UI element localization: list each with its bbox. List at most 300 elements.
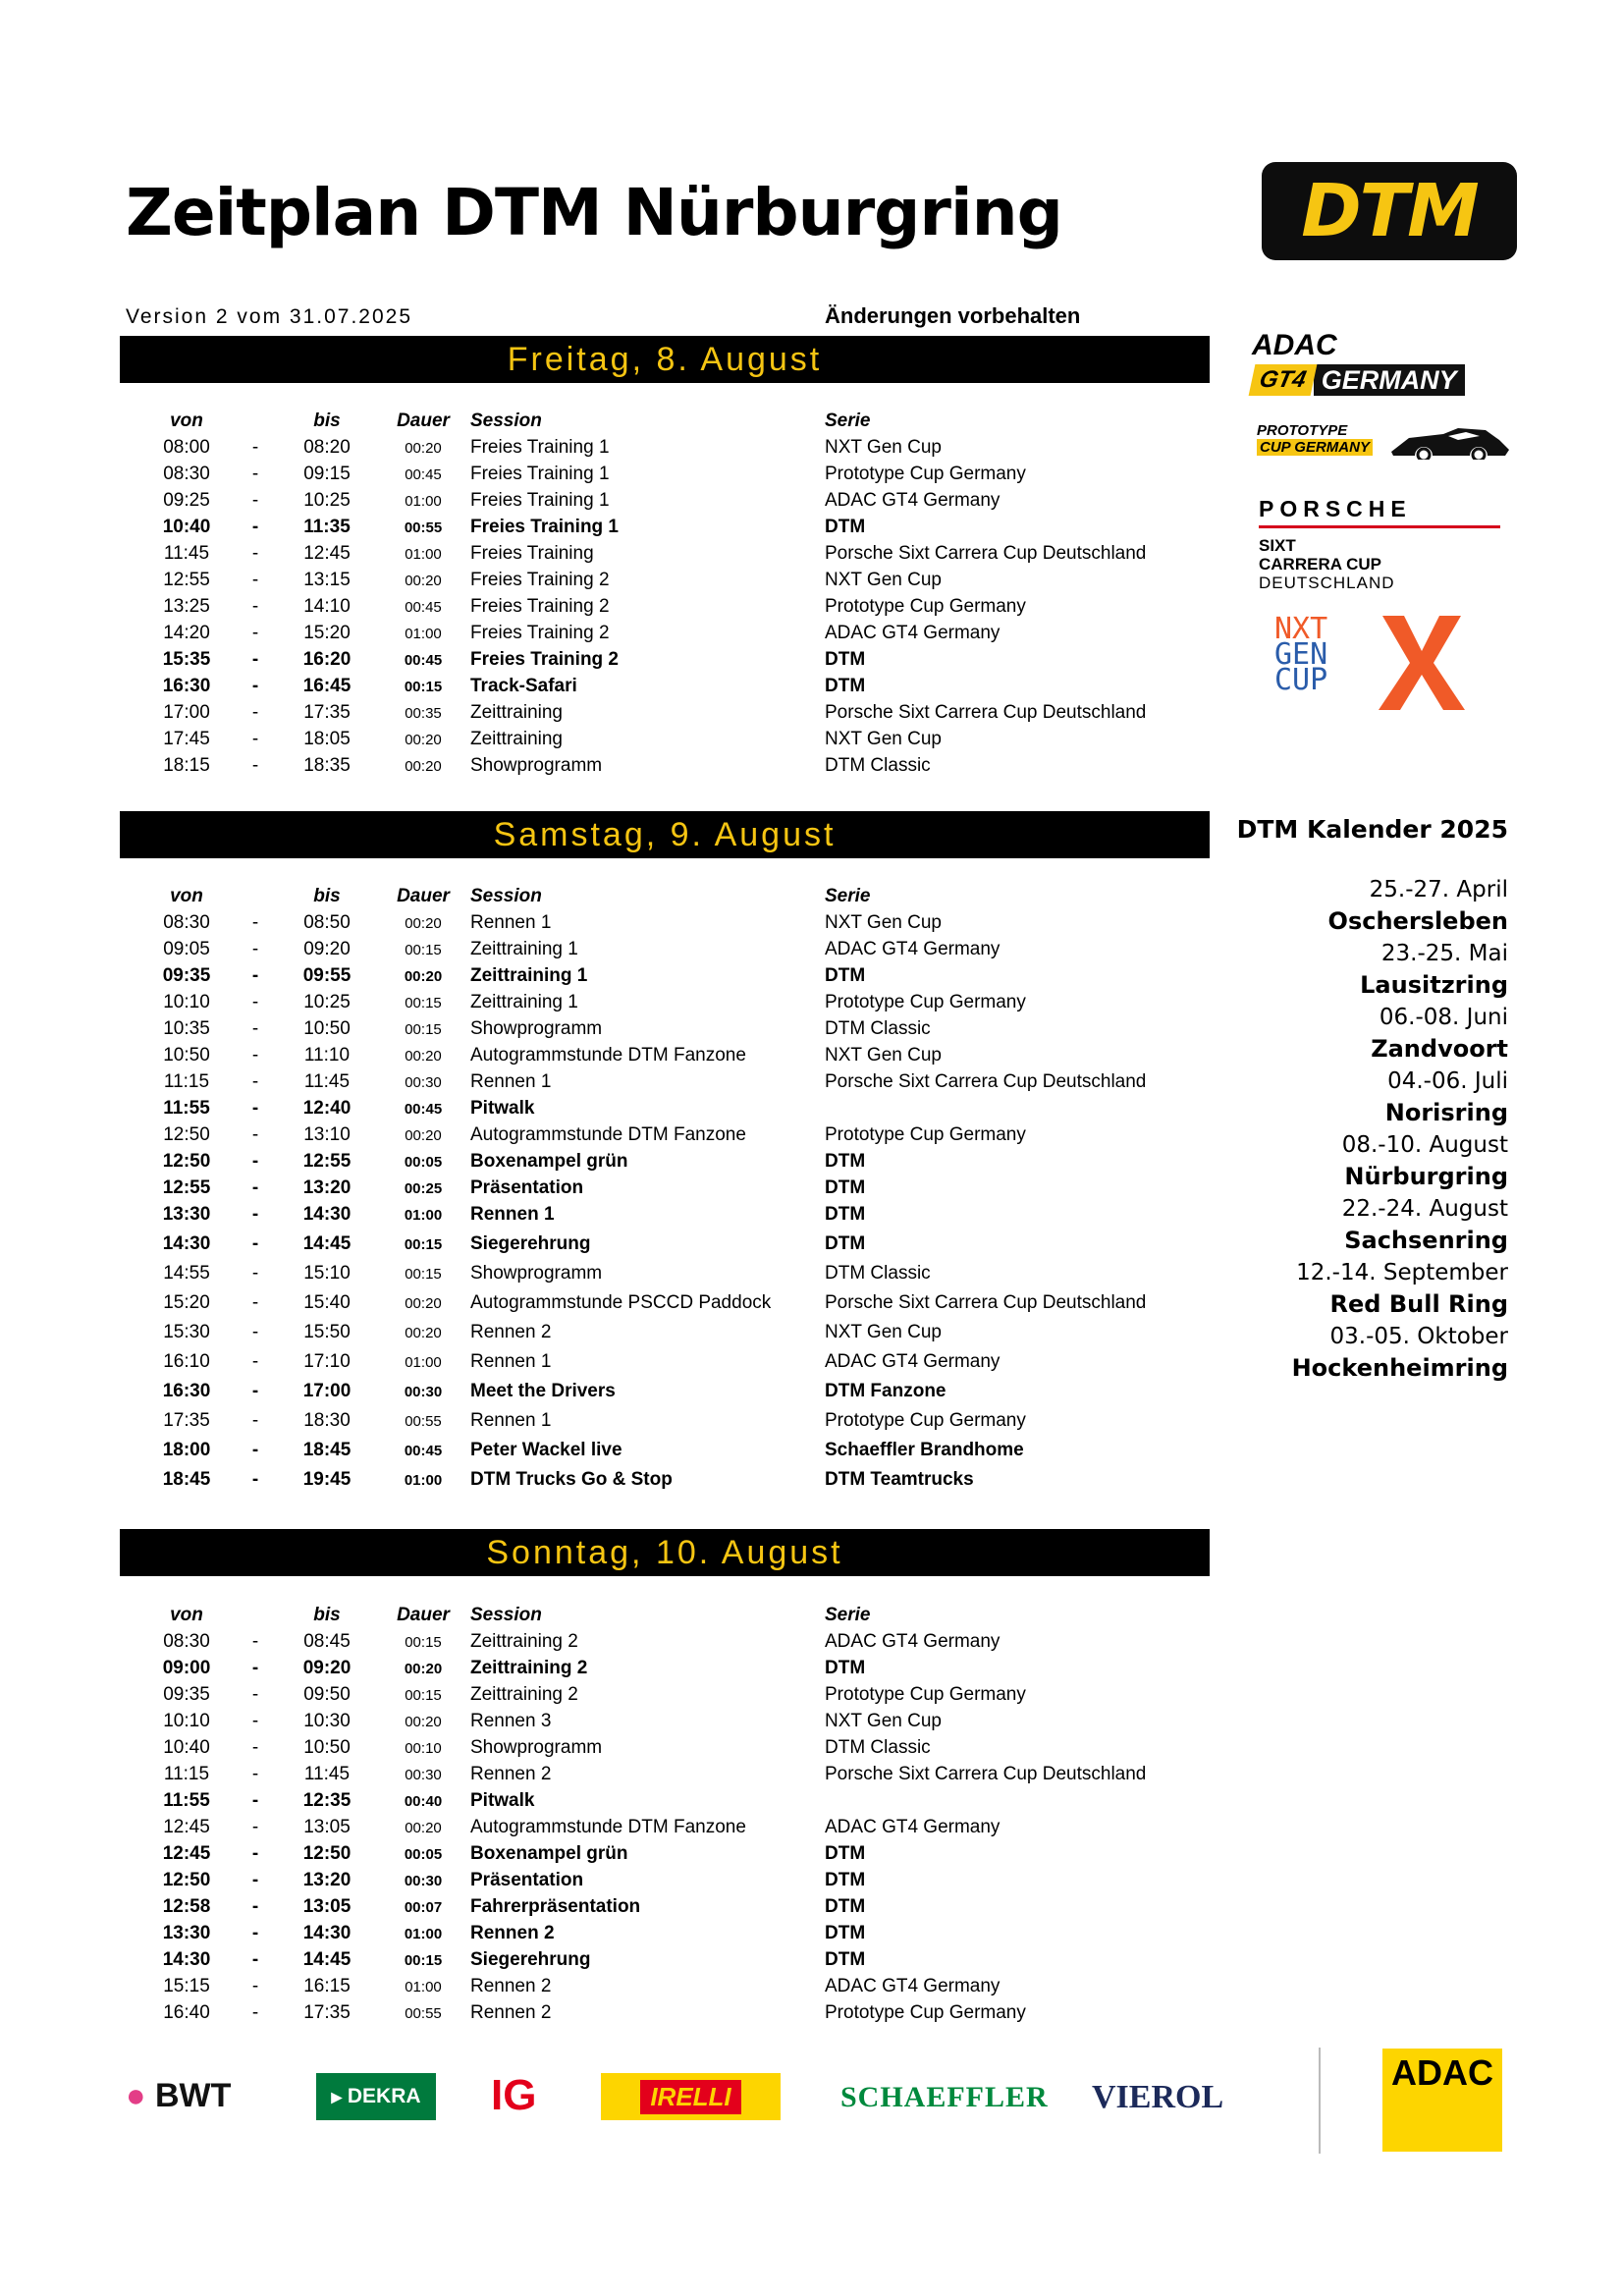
cell-bis: 12:40 bbox=[302, 1098, 352, 1119]
cell-bis: 10:25 bbox=[303, 490, 351, 511]
cell-serie: NXT Gen Cup bbox=[825, 1711, 942, 1731]
schedule-row bbox=[120, 620, 1210, 646]
cell-von: 11:15 bbox=[163, 1764, 210, 1784]
cell-dauer: 01:00 bbox=[405, 546, 442, 563]
cell-dash: - bbox=[251, 517, 259, 537]
column-header-von: von bbox=[170, 886, 203, 906]
cell-serie: DTM bbox=[825, 1658, 866, 1678]
calendar-venue: Hockenheimring bbox=[1291, 1354, 1508, 1382]
calendar-title: DTM Kalender 2025 bbox=[1236, 815, 1508, 844]
cell-serie: Prototype Cup Germany bbox=[825, 1684, 1026, 1705]
cell-session: Showprogramm bbox=[470, 1263, 603, 1284]
cell-dash: - bbox=[251, 1870, 259, 1890]
schedule-row bbox=[120, 593, 1210, 620]
cell-session: Showprogramm bbox=[470, 1018, 603, 1039]
schedule-row bbox=[120, 1042, 1210, 1068]
cell-session: Rennen 1 bbox=[470, 1204, 555, 1225]
schedule-row bbox=[120, 1378, 1210, 1407]
calendar-dates: 08.-10. August bbox=[1341, 1132, 1508, 1158]
cell-dauer: 00:20 bbox=[405, 1325, 442, 1341]
schedule-row bbox=[120, 1681, 1210, 1708]
cell-dash: - bbox=[251, 992, 259, 1012]
cell-von: 16:30 bbox=[162, 1381, 211, 1401]
cell-von: 14:55 bbox=[163, 1263, 210, 1284]
calendar-venue: Zandvoort bbox=[1371, 1035, 1508, 1063]
porsche-carrera-cup-logo: PORSCHE SIXT CARRERA CUP DEUTSCHLAND bbox=[1259, 496, 1504, 592]
calendar-event bbox=[1217, 1002, 1508, 1066]
cell-session: Rennen 2 bbox=[470, 2002, 552, 2023]
schedule-row bbox=[120, 540, 1210, 567]
cell-von: 17:00 bbox=[163, 702, 210, 723]
cell-dauer: 00:10 bbox=[405, 1740, 442, 1757]
cell-dauer: 00:20 bbox=[405, 732, 442, 748]
cell-bis: 13:05 bbox=[302, 1896, 352, 1917]
cell-von: 12:55 bbox=[162, 1177, 211, 1198]
cell-dauer: 00:45 bbox=[405, 466, 442, 483]
cell-von: 15:15 bbox=[163, 1976, 210, 1996]
cell-serie: Prototype Cup Germany bbox=[825, 464, 1026, 484]
cell-bis: 14:30 bbox=[302, 1923, 352, 1943]
calendar-venue: Oschersleben bbox=[1327, 907, 1508, 935]
cell-dash: - bbox=[251, 1684, 259, 1705]
calendar-dates: 22.-24. August bbox=[1341, 1196, 1508, 1222]
cell-dash: - bbox=[251, 623, 259, 643]
cell-von: 10:40 bbox=[162, 517, 211, 537]
cell-bis: 14:10 bbox=[303, 596, 351, 617]
cell-bis: 13:20 bbox=[302, 1177, 352, 1198]
cell-von: 10:10 bbox=[163, 1711, 210, 1731]
schedule-row bbox=[120, 1840, 1210, 1867]
schedule-row bbox=[120, 434, 1210, 461]
schedule-row bbox=[120, 514, 1210, 540]
cell-session: Boxenampel grün bbox=[470, 1151, 628, 1172]
cell-dauer: 00:20 bbox=[405, 1048, 442, 1065]
column-header-session: Session bbox=[470, 410, 542, 431]
cell-session: Siegerehrung bbox=[470, 1949, 591, 1970]
cell-von: 09:35 bbox=[162, 965, 211, 986]
cell-serie: DTM bbox=[825, 676, 866, 696]
cell-von: 14:20 bbox=[163, 623, 210, 643]
day-header-friday: Freitag, 8. August bbox=[120, 336, 1210, 383]
cell-session: Zeittraining bbox=[470, 702, 563, 723]
schedule-row bbox=[120, 1407, 1210, 1437]
cell-von: 12:58 bbox=[162, 1896, 211, 1917]
cell-bis: 19:45 bbox=[302, 1469, 352, 1490]
cell-serie: DTM bbox=[825, 1233, 866, 1254]
cell-dauer: 00:30 bbox=[404, 1384, 443, 1400]
cell-bis: 10:25 bbox=[303, 992, 351, 1012]
cell-bis: 15:10 bbox=[303, 1263, 351, 1284]
cell-session: Freies Training 1 bbox=[470, 464, 610, 484]
cell-dash: - bbox=[251, 1949, 259, 1970]
schaeffler-logo: SCHAEFFLER bbox=[840, 2081, 1049, 2113]
schedule-row bbox=[120, 1893, 1210, 1920]
cell-bis: 18:05 bbox=[303, 729, 351, 749]
cell-bis: 16:15 bbox=[303, 1976, 351, 1996]
cell-bis: 08:20 bbox=[303, 437, 351, 458]
cell-serie: DTM bbox=[825, 1177, 866, 1198]
cell-von: 18:00 bbox=[162, 1440, 211, 1460]
cell-dash: - bbox=[251, 1737, 259, 1758]
cell-session: Boxenampel grün bbox=[470, 1843, 628, 1864]
column-header-von: von bbox=[170, 1605, 203, 1625]
cell-dauer: 00:55 bbox=[405, 2005, 442, 2022]
bwt-logo: ● BWT bbox=[126, 2077, 232, 2114]
cell-dash: - bbox=[251, 1764, 259, 1784]
adac-gt4-germany-logo: ADAC GT4 GERMANY bbox=[1252, 329, 1507, 396]
cell-dash: - bbox=[251, 1351, 259, 1372]
cell-dauer: 00:20 bbox=[404, 1661, 443, 1677]
cell-session: Freies Training bbox=[470, 543, 594, 564]
adac-logo: ADAC bbox=[1382, 2049, 1502, 2152]
cell-dauer: 01:00 bbox=[404, 1926, 443, 1942]
cell-bis: 14:45 bbox=[302, 1233, 352, 1254]
cell-session: Autogrammstunde PSCCD Paddock bbox=[470, 1292, 772, 1313]
schedule-row bbox=[120, 1708, 1210, 1734]
cell-dash: - bbox=[251, 1843, 259, 1864]
cell-serie: DTM bbox=[825, 517, 866, 537]
changes-note: Änderungen vorbehalten bbox=[825, 303, 1081, 328]
calendar-venue: Lausitzring bbox=[1360, 971, 1508, 999]
cell-dauer: 00:25 bbox=[404, 1180, 443, 1197]
column-header-dauer: Dauer bbox=[397, 886, 450, 906]
cell-dash: - bbox=[251, 729, 259, 749]
cell-session: Autogrammstunde DTM Fanzone bbox=[470, 1124, 746, 1145]
cell-von: 11:45 bbox=[163, 543, 210, 564]
cell-dauer: 00:15 bbox=[405, 942, 442, 958]
cell-bis: 09:20 bbox=[302, 1658, 352, 1678]
cell-serie: DTM bbox=[825, 649, 866, 670]
cell-dauer: 01:00 bbox=[405, 626, 442, 642]
schedule-row bbox=[120, 752, 1210, 779]
nxt-gen-cup-logo: NXT GEN CUP bbox=[1274, 612, 1328, 697]
cell-dash: - bbox=[251, 1045, 259, 1066]
cell-session: Freies Training 2 bbox=[470, 649, 619, 670]
cell-von: 12:55 bbox=[163, 570, 210, 590]
cell-dash: - bbox=[251, 1976, 259, 1996]
cell-von: 12:45 bbox=[163, 1817, 210, 1837]
cell-dauer: 00:20 bbox=[405, 915, 442, 932]
cell-session: Freies Training 2 bbox=[470, 623, 610, 643]
schedule-row bbox=[120, 1260, 1210, 1289]
race-car-icon bbox=[1389, 424, 1512, 460]
cell-von: 11:55 bbox=[163, 1098, 210, 1119]
cell-bis: 17:35 bbox=[303, 2002, 351, 2023]
calendar-venue: Red Bull Ring bbox=[1329, 1290, 1508, 1318]
cell-session: Zeittraining 2 bbox=[470, 1631, 578, 1652]
cell-dash: - bbox=[251, 649, 259, 670]
cell-serie: DTM bbox=[825, 1151, 866, 1172]
schedule-row bbox=[120, 1946, 1210, 1973]
cell-dauer: 01:00 bbox=[405, 493, 442, 510]
cell-dash: - bbox=[251, 1711, 259, 1731]
cell-bis: 12:50 bbox=[302, 1843, 352, 1864]
cell-session: Rennen 3 bbox=[470, 1711, 552, 1731]
cell-serie: NXT Gen Cup bbox=[825, 729, 942, 749]
cell-serie: Porsche Sixt Carrera Cup Deutschland bbox=[825, 1292, 1147, 1313]
column-header-serie: Serie bbox=[825, 1605, 871, 1625]
page-title: Zeitplan DTM Nürburgring bbox=[126, 175, 1062, 250]
schedule-row bbox=[120, 1121, 1210, 1148]
cell-von: 13:25 bbox=[163, 596, 210, 617]
calendar-dates: 04.-06. Juli bbox=[1387, 1068, 1508, 1094]
cell-dash: - bbox=[251, 543, 259, 564]
cell-session: Rennen 1 bbox=[470, 1351, 552, 1372]
cell-session: Peter Wackel live bbox=[470, 1440, 622, 1460]
cell-bis: 08:50 bbox=[303, 912, 351, 933]
schedule-row bbox=[120, 1319, 1210, 1348]
cell-session: Rennen 2 bbox=[470, 1976, 552, 1996]
cell-serie: DTM Fanzone bbox=[825, 1381, 947, 1401]
cell-dash: - bbox=[251, 1923, 259, 1943]
cell-serie: ADAC GT4 Germany bbox=[825, 490, 1001, 511]
cell-von: 11:55 bbox=[163, 1790, 210, 1811]
schedule-row bbox=[120, 1348, 1210, 1378]
calendar-venue: Norisring bbox=[1384, 1099, 1508, 1126]
cell-dash: - bbox=[251, 1204, 259, 1225]
cell-von: 12:50 bbox=[163, 1124, 210, 1145]
column-header-bis: bis bbox=[313, 410, 341, 431]
cell-dauer: 00:45 bbox=[404, 652, 443, 669]
schedule-row bbox=[120, 1734, 1210, 1761]
cell-session: Freies Training 2 bbox=[470, 596, 610, 617]
cell-von: 12:45 bbox=[162, 1843, 211, 1864]
schedule-row bbox=[120, 1655, 1210, 1681]
calendar-event bbox=[1217, 1321, 1508, 1385]
schedule-row bbox=[120, 1148, 1210, 1175]
cell-serie: NXT Gen Cup bbox=[825, 1322, 942, 1342]
schedule-row bbox=[120, 1095, 1210, 1121]
cell-bis: 12:55 bbox=[302, 1151, 352, 1172]
cell-session: Zeittraining bbox=[470, 729, 563, 749]
cell-bis: 12:45 bbox=[303, 543, 351, 564]
cell-dauer: 00:55 bbox=[404, 519, 443, 536]
cell-dash: - bbox=[251, 1440, 259, 1460]
cell-session: Freies Training 2 bbox=[470, 570, 610, 590]
calendar-event bbox=[1217, 1193, 1508, 1257]
cell-serie: DTM Teamtrucks bbox=[825, 1469, 974, 1490]
schedule-row bbox=[120, 1230, 1210, 1260]
cell-von: 10:50 bbox=[163, 1045, 210, 1066]
cell-session: Rennen 1 bbox=[470, 1410, 552, 1431]
cell-session: Pitwalk bbox=[470, 1790, 535, 1811]
cell-dauer: 00:07 bbox=[404, 1899, 443, 1916]
cell-dash: - bbox=[251, 1790, 259, 1811]
cell-dash: - bbox=[251, 1018, 259, 1039]
cell-serie: Porsche Sixt Carrera Cup Deutschland bbox=[825, 1764, 1147, 1784]
cell-serie: DTM Classic bbox=[825, 1737, 931, 1758]
cell-bis: 13:05 bbox=[303, 1817, 351, 1837]
cell-session: Autogrammstunde DTM Fanzone bbox=[470, 1817, 746, 1837]
cell-dauer: 00:40 bbox=[404, 1793, 443, 1810]
cell-serie: Porsche Sixt Carrera Cup Deutschland bbox=[825, 1071, 1147, 1092]
cell-von: 16:40 bbox=[163, 2002, 210, 2023]
schedule-row bbox=[120, 1761, 1210, 1787]
cell-dash: - bbox=[251, 437, 259, 458]
cell-von: 16:10 bbox=[163, 1351, 210, 1372]
cell-von: 08:30 bbox=[163, 912, 210, 933]
cell-serie: ADAC GT4 Germany bbox=[825, 1976, 1001, 1996]
version-note: Version 2 vom 31.07.2025 bbox=[126, 305, 413, 328]
cell-von: 09:35 bbox=[163, 1684, 210, 1705]
cell-bis: 15:20 bbox=[303, 623, 351, 643]
cell-dauer: 01:00 bbox=[405, 1354, 442, 1371]
cell-dash: - bbox=[251, 1896, 259, 1917]
cell-bis: 08:45 bbox=[303, 1631, 351, 1652]
cell-bis: 17:00 bbox=[302, 1381, 352, 1401]
cell-serie: DTM Classic bbox=[825, 755, 931, 776]
cell-serie: DTM bbox=[825, 1204, 866, 1225]
cell-serie: DTM bbox=[825, 965, 866, 986]
cell-serie: ADAC GT4 Germany bbox=[825, 939, 1001, 959]
column-header-serie: Serie bbox=[825, 410, 871, 431]
cell-serie: DTM bbox=[825, 1896, 866, 1917]
cell-bis: 15:40 bbox=[303, 1292, 351, 1313]
schedule-row bbox=[120, 699, 1210, 726]
schedule-row bbox=[120, 1999, 1210, 2026]
cell-bis: 11:35 bbox=[303, 517, 351, 537]
cell-serie: NXT Gen Cup bbox=[825, 1045, 942, 1066]
dtm-logo: DTM bbox=[1262, 162, 1517, 260]
cell-dauer: 00:20 bbox=[405, 758, 442, 775]
column-header-dauer: Dauer bbox=[397, 1605, 450, 1625]
calendar-dates: 12.-14. September bbox=[1296, 1260, 1508, 1285]
cell-serie: Prototype Cup Germany bbox=[825, 596, 1026, 617]
cell-bis: 11:45 bbox=[303, 1764, 351, 1784]
cell-von: 17:35 bbox=[163, 1410, 210, 1431]
cell-bis: 18:35 bbox=[303, 755, 351, 776]
column-header-dauer: Dauer bbox=[397, 410, 450, 431]
calendar-event bbox=[1217, 1066, 1508, 1129]
cell-dauer: 00:20 bbox=[405, 1714, 442, 1730]
column-header-serie: Serie bbox=[825, 886, 871, 906]
cell-session: Zeittraining 1 bbox=[470, 939, 578, 959]
cell-dauer: 00:20 bbox=[405, 573, 442, 589]
cell-session: Zeittraining 2 bbox=[470, 1658, 588, 1678]
calendar-dates: 25.-27. April bbox=[1369, 877, 1508, 902]
schedule-row bbox=[120, 1068, 1210, 1095]
schedule-row bbox=[120, 1015, 1210, 1042]
schedule-row bbox=[120, 1201, 1210, 1230]
cell-dash: - bbox=[251, 490, 259, 511]
schedule-friday bbox=[120, 408, 1210, 779]
calendar-dates: 03.-05. Oktober bbox=[1329, 1324, 1508, 1349]
cell-serie: DTM Classic bbox=[825, 1018, 931, 1039]
schedule-row bbox=[120, 1175, 1210, 1201]
cell-dauer: 00:20 bbox=[405, 440, 442, 457]
cell-dauer: 00:45 bbox=[404, 1443, 443, 1459]
cell-bis: 16:45 bbox=[302, 676, 352, 696]
cell-von: 09:05 bbox=[163, 939, 210, 959]
cell-dauer: 00:45 bbox=[404, 1101, 443, 1118]
cell-serie: ADAC GT4 Germany bbox=[825, 623, 1001, 643]
cell-von: 15:20 bbox=[163, 1292, 210, 1313]
calendar-dates: 06.-08. Juni bbox=[1379, 1005, 1508, 1030]
cell-bis: 09:15 bbox=[303, 464, 351, 484]
cell-bis: 14:30 bbox=[302, 1204, 352, 1225]
cell-dash: - bbox=[251, 1381, 259, 1401]
schedule-row bbox=[120, 1466, 1210, 1496]
cell-dauer: 00:15 bbox=[405, 1687, 442, 1704]
divider bbox=[1319, 2048, 1321, 2154]
calendar-event bbox=[1217, 1257, 1508, 1321]
cell-dauer: 00:45 bbox=[405, 599, 442, 616]
cell-session: Rennen 2 bbox=[470, 1322, 552, 1342]
schedule-row bbox=[120, 1787, 1210, 1814]
pirelli-logo: IRELLI bbox=[601, 2073, 781, 2120]
column-header-row bbox=[120, 408, 1210, 434]
day-header-sunday: Sonntag, 10. August bbox=[120, 1529, 1210, 1576]
cell-dash: - bbox=[251, 1410, 259, 1431]
cell-bis: 13:10 bbox=[303, 1124, 351, 1145]
x-mark-icon bbox=[1375, 614, 1468, 712]
schedule-row bbox=[120, 1628, 1210, 1655]
cell-dash: - bbox=[251, 2002, 259, 2023]
cell-von: 15:30 bbox=[163, 1322, 210, 1342]
cell-serie: DTM bbox=[825, 1923, 866, 1943]
column-header-von: von bbox=[170, 410, 203, 431]
cell-von: 17:45 bbox=[163, 729, 210, 749]
cell-dash: - bbox=[251, 912, 259, 933]
cell-serie: DTM Classic bbox=[825, 1263, 931, 1284]
cell-dauer: 00:35 bbox=[405, 705, 442, 722]
cell-dauer: 00:15 bbox=[405, 1021, 442, 1038]
cell-dauer: 00:15 bbox=[405, 995, 442, 1011]
calendar-event bbox=[1217, 1129, 1508, 1193]
cell-dash: - bbox=[251, 1098, 259, 1119]
cell-bis: 09:55 bbox=[302, 965, 352, 986]
cell-bis: 10:50 bbox=[303, 1018, 351, 1039]
calendar-event bbox=[1217, 874, 1508, 938]
column-header-bis: bis bbox=[313, 886, 341, 906]
cell-von: 15:35 bbox=[162, 649, 211, 670]
cell-dash: - bbox=[251, 702, 259, 723]
cell-session: Showprogramm bbox=[470, 755, 603, 776]
cell-session: DTM Trucks Go & Stop bbox=[470, 1469, 673, 1490]
cell-von: 16:30 bbox=[162, 676, 211, 696]
cell-dauer: 01:00 bbox=[404, 1472, 443, 1489]
column-header-row bbox=[120, 883, 1210, 909]
dekra-logo: ▸ DEKRA bbox=[316, 2073, 436, 2120]
schedule-row bbox=[120, 936, 1210, 962]
cell-bis: 18:45 bbox=[302, 1440, 352, 1460]
cell-dash: - bbox=[251, 596, 259, 617]
cell-session: Autogrammstunde DTM Fanzone bbox=[470, 1045, 746, 1066]
column-header-session: Session bbox=[470, 886, 542, 906]
cell-dauer: 00:15 bbox=[404, 679, 443, 695]
cell-session: Freies Training 1 bbox=[470, 490, 610, 511]
cell-dash: - bbox=[251, 1292, 259, 1313]
cell-von: 08:30 bbox=[163, 464, 210, 484]
cell-dash: - bbox=[251, 1071, 259, 1092]
cell-session: Zeittraining 1 bbox=[470, 992, 578, 1012]
cell-session: Präsentation bbox=[470, 1177, 584, 1198]
column-header-bis: bis bbox=[313, 1605, 341, 1625]
cell-dash: - bbox=[251, 1817, 259, 1837]
cell-session: Track-Safari bbox=[470, 676, 577, 696]
cell-von: 14:30 bbox=[162, 1949, 211, 1970]
cell-dauer: 00:15 bbox=[405, 1266, 442, 1283]
cell-dauer: 00:15 bbox=[404, 1952, 443, 1969]
sponsor-bar bbox=[0, 2038, 1623, 2146]
column-header-session: Session bbox=[470, 1605, 542, 1625]
schedule-row bbox=[120, 673, 1210, 699]
cell-dash: - bbox=[251, 1177, 259, 1198]
cell-session: Showprogramm bbox=[470, 1737, 603, 1758]
cell-serie: NXT Gen Cup bbox=[825, 570, 942, 590]
cell-von: 12:50 bbox=[162, 1870, 211, 1890]
cell-session: Zeittraining 1 bbox=[470, 965, 588, 986]
